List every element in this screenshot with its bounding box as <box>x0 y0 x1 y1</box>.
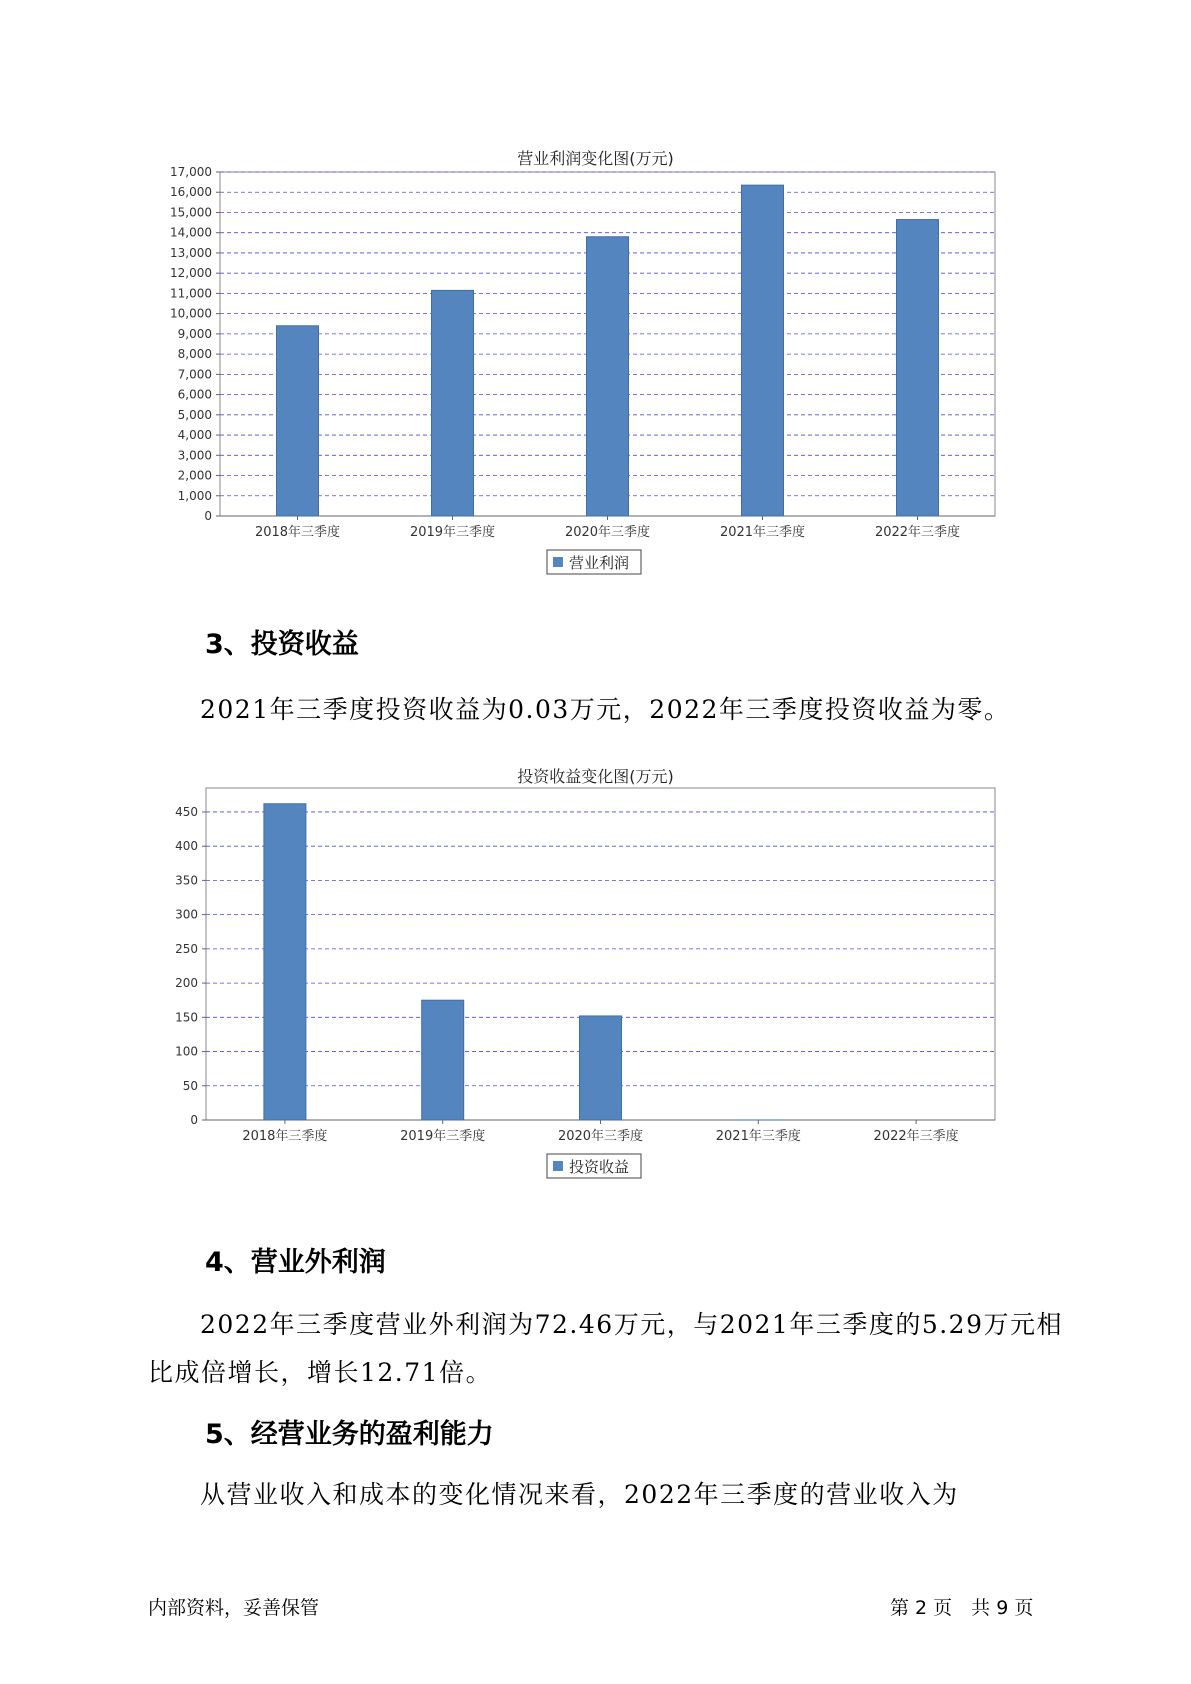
y-tick-label: 11,000 <box>170 286 212 301</box>
y-tick-label: 50 <box>182 1078 198 1093</box>
y-tick-label: 12,000 <box>170 266 212 281</box>
y-tick-label: 400 <box>175 839 198 854</box>
x-tick-label: 2021年三季度 <box>715 1129 801 1144</box>
y-tick-label: 450 <box>175 804 198 819</box>
y-tick-label: 200 <box>175 976 198 991</box>
legend-swatch <box>553 1161 563 1171</box>
x-tick-label: 2018年三季度 <box>242 1129 328 1144</box>
legend <box>547 550 641 574</box>
y-tick-label: 2,000 <box>177 468 212 483</box>
bar <box>432 290 474 516</box>
y-tick-label: 100 <box>175 1044 198 1059</box>
x-tick-label: 2019年三季度 <box>400 1129 486 1144</box>
bar <box>277 326 319 516</box>
y-tick-label: 3,000 <box>177 448 212 463</box>
y-tick-label: 9,000 <box>177 326 212 341</box>
y-tick-label: 8,000 <box>177 347 212 362</box>
y-tick-label: 10,000 <box>170 306 212 321</box>
y-tick-label: 0 <box>190 1113 198 1127</box>
x-tick-label: 2021年三季度 <box>719 525 806 540</box>
legend-swatch <box>553 557 563 567</box>
bar <box>264 804 306 1120</box>
y-tick-label: 0 <box>204 509 212 523</box>
footer-page-number: 第 2 页 共 9 页 <box>890 1597 1034 1619</box>
section-3-heading: 3、投资收益 <box>205 629 359 660</box>
bar <box>897 220 939 516</box>
section-3-paragraph: 2021年三季度投资收益为0.03万元，2022年三季度投资收益为零。 <box>200 695 1011 724</box>
bar <box>422 1000 464 1120</box>
operating-profit-chart <box>0 120 1191 580</box>
chart1-title: 营业利润变化图(万元) <box>517 149 674 168</box>
y-tick-label: 16,000 <box>170 185 212 200</box>
x-tick-label: 2022年三季度 <box>873 1129 959 1144</box>
x-tick-label: 2022年三季度 <box>874 525 961 540</box>
y-tick-label: 150 <box>175 1010 198 1025</box>
y-tick-label: 6,000 <box>177 387 212 402</box>
y-tick-label: 1,000 <box>177 488 212 503</box>
y-tick-label: 350 <box>175 873 198 888</box>
y-tick-label: 250 <box>175 941 198 956</box>
legend <box>547 1154 641 1178</box>
legend-label: 投资收益 <box>569 1158 630 1176</box>
y-tick-label: 300 <box>175 907 198 922</box>
x-tick-label: 2020年三季度 <box>557 1129 644 1144</box>
y-tick-label: 7,000 <box>177 367 212 382</box>
bar <box>587 237 629 516</box>
x-tick-label: 2018年三季度 <box>254 525 341 540</box>
y-tick-label: 5,000 <box>177 407 212 422</box>
section-4-heading: 4、营业外利润 <box>205 1247 386 1278</box>
section-4-paragraph-line2: 比成倍增长，增长12.71倍。 <box>148 1358 493 1387</box>
section-4-paragraph-line1: 2022年三季度营业外利润为72.46万元，与2021年三季度的5.29万元相 <box>200 1310 1063 1339</box>
y-tick-label: 14,000 <box>170 225 212 240</box>
bar <box>742 185 784 516</box>
y-tick-label: 17,000 <box>170 165 212 179</box>
section-5-paragraph: 从营业收入和成本的变化情况来看，2022年三季度的营业收入为 <box>200 1480 959 1509</box>
footer-confidential: 内部资料，妥善保管 <box>148 1597 320 1619</box>
y-tick-label: 15,000 <box>170 205 212 220</box>
chart2-title: 投资收益变化图(万元) <box>517 767 674 786</box>
investment-income-chart <box>0 790 1191 1210</box>
x-tick-label: 2019年三季度 <box>409 525 496 540</box>
x-tick-label: 2020年三季度 <box>564 525 651 540</box>
legend-label: 营业利润 <box>569 554 630 572</box>
section-5-heading: 5、经营业务的盈利能力 <box>205 1419 494 1450</box>
y-tick-label: 13,000 <box>170 245 212 260</box>
y-tick-label: 4,000 <box>177 428 212 443</box>
bar <box>580 1016 622 1120</box>
